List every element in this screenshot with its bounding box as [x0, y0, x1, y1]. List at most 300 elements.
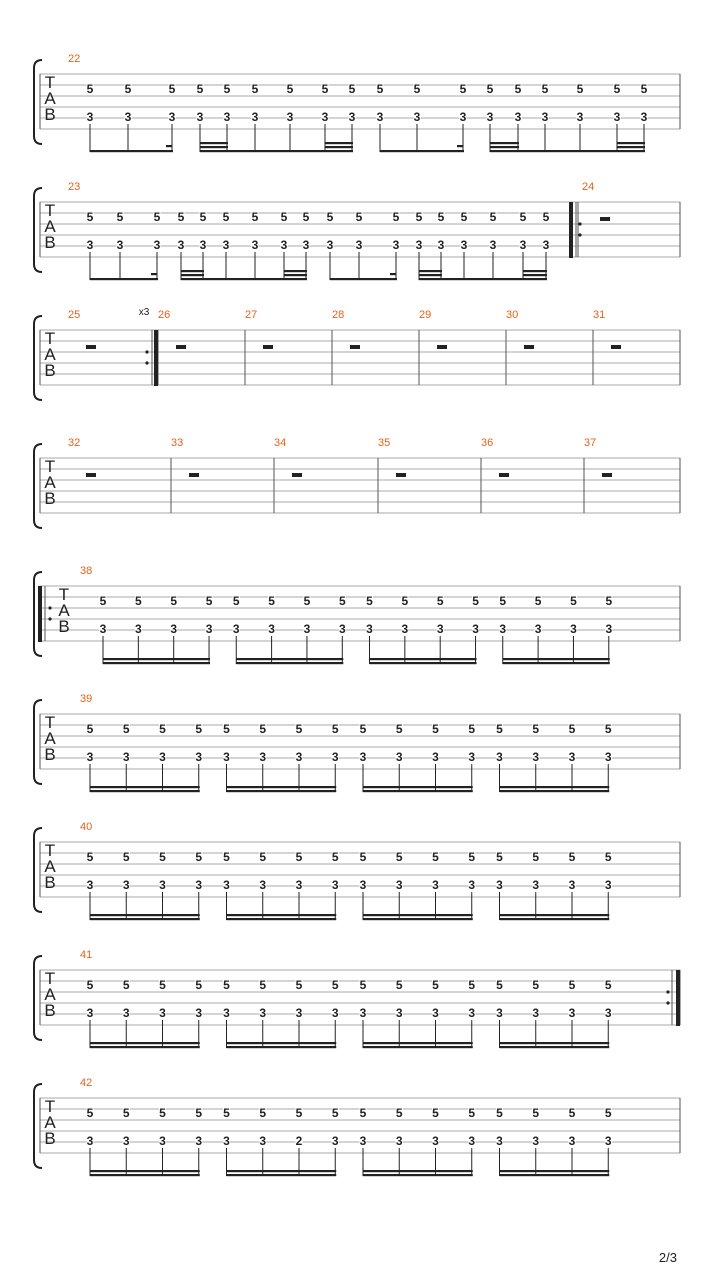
fret-lower: 3 [604, 1006, 612, 1020]
whole-rest [350, 345, 360, 349]
fret-upper: 5 [532, 978, 540, 992]
fret-upper: 5 [468, 850, 476, 864]
fret-upper: 5 [159, 850, 166, 864]
fret-upper: 5 [401, 594, 409, 608]
beam [200, 150, 353, 152]
fret-lower: 3 [122, 878, 130, 892]
tab-clef-letter: B [44, 1129, 56, 1148]
beam [181, 274, 204, 276]
tab-clef-letter: B [44, 361, 56, 380]
fret-upper: 5 [153, 210, 161, 224]
fret-lower: 3 [348, 110, 356, 124]
fret-upper: 5 [496, 722, 503, 736]
fret-upper: 5 [514, 82, 522, 96]
fret-lower: 3 [496, 878, 503, 892]
measure-number: 26 [158, 309, 171, 321]
fret-lower: 3 [268, 622, 275, 636]
beam [363, 914, 473, 916]
fret-lower: 3 [532, 1134, 540, 1148]
fret-lower: 3 [496, 1006, 503, 1020]
fret-upper: 5 [570, 594, 577, 608]
beam [503, 658, 610, 660]
beam [90, 1170, 200, 1172]
beam [363, 1170, 473, 1172]
fret-lower: 3 [376, 110, 384, 124]
measure-number: 30 [506, 309, 519, 321]
whole-rest [86, 473, 96, 477]
tab-clef-letter: T [44, 457, 56, 476]
fret-lower: 3 [604, 1134, 612, 1148]
measure-number: 23 [68, 181, 81, 193]
fret-upper: 5 [355, 210, 363, 224]
fret-upper: 5 [432, 722, 439, 736]
fret-lower: 3 [205, 622, 213, 636]
fret-lower: 3 [331, 878, 339, 892]
fret-lower: 3 [568, 1006, 576, 1020]
fret-upper: 5 [496, 978, 503, 992]
tab-clef-letter: A [44, 345, 56, 364]
beam [500, 786, 610, 788]
measure-number: 32 [68, 437, 81, 449]
fret-lower: 3 [359, 750, 367, 764]
beam [227, 914, 337, 916]
fret-upper: 5 [122, 1106, 130, 1120]
measure-number: 39 [80, 693, 93, 705]
fret-lower: 3 [532, 750, 540, 764]
measure-number: 36 [481, 437, 494, 449]
system-brace [34, 444, 42, 528]
tab-clef-letter: B [44, 233, 56, 252]
beam [227, 790, 337, 792]
fret-upper: 5 [259, 1106, 267, 1120]
fret-lower: 3 [331, 1134, 339, 1148]
beam [103, 658, 210, 660]
fret-upper: 5 [232, 594, 240, 608]
fret-lower: 3 [568, 878, 576, 892]
fret-lower: 3 [468, 750, 476, 764]
fret-lower: 3 [468, 878, 476, 892]
fret-lower: 3 [542, 238, 550, 252]
fret-upper: 5 [436, 594, 444, 608]
fret-lower: 3 [331, 750, 339, 764]
fret-lower: 3 [460, 238, 468, 252]
system-brace [34, 60, 42, 144]
tab-clef-letter: T [44, 1097, 56, 1116]
fret-lower: 3 [496, 750, 503, 764]
whole-rest [176, 345, 186, 349]
fret-lower: 3 [395, 750, 403, 764]
whole-rest [292, 473, 302, 477]
fret-lower: 3 [415, 238, 423, 252]
fret-upper: 5 [359, 1106, 367, 1120]
fret-upper: 5 [413, 82, 421, 96]
tab-clef-letter: T [44, 841, 56, 860]
measure-number: 42 [80, 1077, 93, 1089]
beam [236, 662, 343, 664]
fret-upper: 5 [195, 722, 203, 736]
fret-lower: 3 [223, 110, 231, 124]
measure-number: 34 [274, 437, 287, 449]
beam [617, 146, 645, 148]
fret-upper: 5 [604, 978, 612, 992]
system-brace [34, 956, 42, 1040]
fret-lower: 3 [605, 622, 613, 636]
beam [236, 658, 343, 660]
fret-upper: 5 [295, 1106, 303, 1120]
fret-upper: 5 [86, 82, 94, 96]
fret-lower: 3 [576, 110, 584, 124]
fret-upper: 5 [604, 1106, 612, 1120]
beam [200, 146, 228, 148]
fret-upper: 5 [432, 1106, 439, 1120]
beam [380, 150, 464, 152]
beam [227, 1170, 337, 1172]
fret-upper: 5 [168, 82, 176, 96]
tab-clef-letter: B [44, 489, 56, 508]
fret-lower: 2 [295, 1134, 303, 1148]
fret-lower: 3 [395, 1134, 403, 1148]
fret-lower: 3 [196, 110, 204, 124]
fret-lower: 3 [468, 1006, 476, 1020]
fret-lower: 3 [541, 110, 549, 124]
fret-lower: 3 [613, 110, 621, 124]
fret-lower: 3 [359, 1006, 367, 1020]
fret-lower: 3 [259, 750, 267, 764]
fret-lower: 3 [177, 238, 185, 252]
measure-number: 25 [68, 309, 81, 321]
fret-upper: 5 [392, 210, 400, 224]
fret-lower: 3 [195, 750, 203, 764]
fret-lower: 3 [432, 1006, 439, 1020]
beam [90, 1174, 200, 1176]
tab-clef-letter: B [44, 873, 56, 892]
fret-upper: 5 [468, 1106, 476, 1120]
whole-rest [437, 345, 447, 349]
fret-lower: 3 [222, 238, 230, 252]
fret-lower: 3 [604, 750, 612, 764]
tab-clef-letter: A [44, 857, 56, 876]
beam [503, 662, 610, 664]
fret-upper: 5 [326, 210, 334, 224]
fret-upper: 5 [415, 210, 423, 224]
tab-clef-letter: B [44, 1001, 56, 1020]
fret-upper: 5 [177, 210, 185, 224]
fret-upper: 5 [568, 722, 576, 736]
fret-upper: 5 [348, 82, 356, 96]
beam [227, 1174, 337, 1176]
fret-upper: 5 [196, 82, 204, 96]
thick-barline [569, 202, 573, 258]
fret-upper: 5 [124, 82, 132, 96]
measure-number: 28 [332, 309, 345, 321]
beam [490, 142, 519, 144]
fret-lower: 3 [286, 110, 294, 124]
beam [500, 1174, 610, 1176]
tab-clef-letter: A [58, 601, 70, 620]
fret-lower: 3 [259, 1134, 267, 1148]
beam [90, 786, 200, 788]
fret-upper: 5 [640, 82, 648, 96]
whole-rest [611, 345, 621, 349]
fret-lower: 3 [413, 110, 421, 124]
fret-upper: 5 [376, 82, 384, 96]
fret-upper: 5 [86, 978, 94, 992]
fret-lower: 3 [280, 238, 288, 252]
tab-clef-letter: T [44, 329, 56, 348]
beam [103, 662, 210, 664]
beam [490, 146, 519, 148]
fret-lower: 3 [432, 750, 439, 764]
fret-upper: 5 [331, 850, 339, 864]
fret-upper: 5 [286, 82, 294, 96]
measure-number: 33 [171, 437, 184, 449]
beam [227, 786, 337, 788]
system-brace [34, 188, 42, 272]
whole-rest [396, 473, 406, 477]
fret-lower: 3 [496, 1134, 503, 1148]
fret-lower: 3 [159, 750, 166, 764]
fret-upper: 5 [395, 722, 403, 736]
fret-upper: 5 [576, 82, 584, 96]
beam [200, 142, 228, 144]
fret-lower: 3 [534, 622, 542, 636]
fret-upper: 5 [486, 82, 494, 96]
beam [363, 1042, 473, 1044]
beam [500, 790, 610, 792]
fret-upper: 5 [223, 850, 230, 864]
beam-partial [457, 145, 463, 147]
fret-upper: 5 [338, 594, 346, 608]
fret-upper: 5 [135, 594, 142, 608]
fret-upper: 5 [122, 722, 130, 736]
repeat-dot [578, 233, 581, 236]
fret-upper: 5 [159, 722, 166, 736]
fret-upper: 5 [331, 722, 339, 736]
tab-clef-letter: T [44, 713, 56, 732]
beam [90, 278, 158, 280]
fret-lower: 3 [159, 1006, 166, 1020]
beam [90, 150, 173, 152]
fret-upper: 5 [122, 850, 130, 864]
fret-lower: 3 [116, 238, 124, 252]
fret-lower: 3 [199, 238, 207, 252]
repeat-dot [666, 1001, 669, 1004]
measure-number: 35 [378, 437, 391, 449]
fret-upper: 5 [222, 210, 230, 224]
repeat-dot [666, 990, 669, 993]
fret-lower: 3 [359, 1134, 367, 1148]
fret-upper: 5 [542, 210, 550, 224]
fret-upper: 5 [280, 210, 288, 224]
beam [330, 278, 397, 280]
beam [363, 790, 473, 792]
measure-number: 27 [245, 309, 258, 321]
beam [284, 270, 307, 272]
beam [370, 662, 477, 664]
system-brace [34, 316, 42, 400]
fret-upper: 5 [604, 850, 612, 864]
fret-upper: 5 [459, 82, 467, 96]
thick-barline [154, 330, 158, 386]
fret-lower: 3 [437, 238, 445, 252]
fret-lower: 3 [392, 238, 400, 252]
fret-upper: 5 [534, 594, 542, 608]
fret-upper: 5 [205, 594, 213, 608]
fret-lower: 3 [86, 110, 94, 124]
beam [90, 790, 200, 792]
thick-barline [676, 970, 680, 1026]
repeat-dot [48, 617, 51, 620]
fret-lower: 3 [99, 622, 107, 636]
beam [284, 274, 307, 276]
fret-lower: 3 [295, 750, 303, 764]
page-number: 2/3 [658, 1250, 677, 1265]
beam [419, 270, 442, 272]
fret-lower: 3 [86, 1134, 94, 1148]
fret-lower: 3 [251, 110, 259, 124]
whole-rest [86, 345, 96, 349]
fret-upper: 5 [159, 978, 166, 992]
beam [227, 918, 337, 920]
system-brace [34, 700, 42, 784]
fret-lower: 3 [124, 110, 132, 124]
fret-lower: 3 [489, 238, 497, 252]
fret-upper: 5 [359, 722, 367, 736]
repeat-count: x3 [138, 307, 150, 318]
fret-upper: 5 [437, 210, 445, 224]
fret-upper: 5 [366, 594, 373, 608]
fret-upper: 5 [489, 210, 497, 224]
tab-clef-letter: T [44, 201, 56, 220]
system-brace [34, 828, 42, 912]
beam [500, 1042, 610, 1044]
fret-lower: 3 [259, 1006, 267, 1020]
tab-clef-letter: A [44, 217, 56, 236]
whole-rest [189, 473, 199, 477]
fret-upper: 5 [223, 82, 231, 96]
beam [227, 1042, 337, 1044]
fret-lower: 3 [223, 750, 230, 764]
fret-upper: 5 [519, 210, 527, 224]
fret-upper: 5 [321, 82, 329, 96]
fret-lower: 3 [355, 238, 363, 252]
beam [617, 142, 645, 144]
tab-clef-letter: A [44, 473, 56, 492]
beam [500, 918, 610, 920]
tab-clef-letter: B [44, 745, 56, 764]
beam [500, 1046, 610, 1048]
fret-lower: 3 [122, 750, 130, 764]
fret-lower: 3 [532, 1006, 540, 1020]
tab-clef-letter: T [44, 969, 56, 988]
fret-lower: 3 [153, 238, 161, 252]
fret-lower: 3 [86, 238, 94, 252]
measure-number: 29 [419, 309, 432, 321]
fret-lower: 3 [86, 878, 94, 892]
fret-lower: 3 [640, 110, 648, 124]
fret-upper: 5 [605, 594, 613, 608]
thick-barline [38, 586, 42, 642]
fret-upper: 5 [468, 722, 476, 736]
fret-lower: 3 [401, 622, 409, 636]
beam [181, 270, 204, 272]
fret-upper: 5 [251, 82, 259, 96]
fret-upper: 5 [532, 850, 540, 864]
tab-clef-letter: A [44, 985, 56, 1004]
beam [500, 914, 610, 916]
whole-rest [600, 217, 610, 221]
fret-lower: 3 [395, 1006, 403, 1020]
fret-lower: 3 [251, 238, 259, 252]
fret-upper: 5 [259, 850, 267, 864]
fret-upper: 5 [302, 210, 310, 224]
fret-upper: 5 [259, 978, 267, 992]
fret-lower: 3 [568, 750, 576, 764]
beam-partial [151, 273, 157, 275]
fret-upper: 5 [170, 594, 178, 608]
beam [90, 918, 200, 920]
fret-lower: 3 [432, 878, 439, 892]
fret-upper: 5 [496, 1106, 503, 1120]
fret-upper: 5 [268, 594, 275, 608]
fret-lower: 3 [135, 622, 142, 636]
repeat-dot [48, 606, 51, 609]
fret-lower: 3 [432, 1134, 439, 1148]
fret-lower: 3 [321, 110, 329, 124]
fret-upper: 5 [541, 82, 549, 96]
fret-upper: 5 [86, 850, 94, 864]
fret-lower: 3 [486, 110, 494, 124]
beam [523, 274, 547, 276]
repeat-dot [145, 350, 148, 353]
fret-lower: 3 [86, 750, 94, 764]
measure-number: 22 [68, 53, 81, 65]
beam [419, 274, 442, 276]
fret-lower: 3 [170, 622, 178, 636]
beam [227, 1046, 337, 1048]
beam [370, 658, 477, 660]
beam [363, 918, 473, 920]
tab-clef-letter: B [44, 105, 56, 124]
fret-lower: 3 [159, 878, 166, 892]
fret-lower: 3 [259, 878, 267, 892]
fret-upper: 5 [532, 1106, 540, 1120]
fret-lower: 3 [86, 1006, 94, 1020]
beam [363, 786, 473, 788]
fret-lower: 3 [232, 622, 240, 636]
fret-upper: 5 [195, 978, 203, 992]
beam [363, 1046, 473, 1048]
whole-rest [602, 473, 612, 477]
fret-upper: 5 [122, 978, 130, 992]
fret-upper: 5 [195, 1106, 203, 1120]
fret-lower: 3 [359, 878, 367, 892]
fret-lower: 3 [338, 622, 346, 636]
fret-lower: 3 [514, 110, 522, 124]
fret-lower: 3 [468, 1134, 476, 1148]
beam [363, 1174, 473, 1176]
fret-lower: 3 [223, 878, 230, 892]
fret-upper: 5 [259, 722, 267, 736]
fret-lower: 3 [366, 622, 373, 636]
repeat-dot [145, 361, 148, 364]
beam [523, 270, 547, 272]
fret-upper: 5 [532, 722, 540, 736]
beam [325, 142, 353, 144]
fret-lower: 3 [395, 878, 403, 892]
fret-lower: 3 [570, 622, 577, 636]
fret-upper: 5 [223, 1106, 230, 1120]
